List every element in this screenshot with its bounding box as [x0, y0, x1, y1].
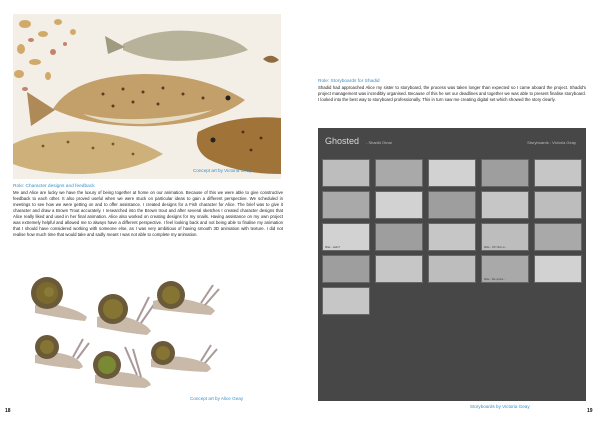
storyboard-panel [322, 159, 370, 187]
storyboard-panel [481, 191, 529, 219]
storyboard-panel [428, 223, 476, 251]
fish-concept-art [13, 14, 281, 179]
storyboard-credit: Storyboards : Victoria Geay [527, 140, 576, 145]
storyboard-panel [375, 159, 423, 187]
storyboard-panel [375, 191, 423, 219]
storyboard-panel [322, 223, 370, 251]
snail-2 [97, 294, 155, 335]
snail-art-caption: Concept art by Alice Geay [190, 396, 244, 401]
snail-illustration [25, 275, 235, 395]
page-number-left: 18 [5, 408, 11, 414]
storyboard-section-body: Shadid had approached Alice my sister to storyboard, the process was taken longer than expected so I came aboard the project. Shadid's project management was incredibly organised. Because of this he set our deadlines and together we was able to present finalise storyboard. I looked into the best way to storyboard professionally. This in turn saw me creating digital set which showed the story clearly. [318, 85, 586, 102]
storyboard-panel [481, 159, 529, 187]
fish-art-caption: Concept art by Victoria Geay [193, 168, 252, 173]
storyboard-panel [534, 255, 582, 283]
storyboard-row [322, 223, 582, 251]
panel-note: Mike - Hello? [325, 246, 341, 249]
storyboard-panel [322, 287, 370, 315]
storyboard-panel [481, 255, 529, 283]
character-section-body: Me and Alice are lucky we have the luxury of being together at home on our animation. Because of this we were able to give constructive feedback to each other. It also proved useful when we were stuck on particular ideas to gain a different perspective. We scheduled in meetings to see how we were getting on and to offer assistance. I created designs for a Fish character for Alice. The brief was to give it character and draw a Brown Trout accurately. I researched into the Brown trout and after several sketches I created character designs that Alice really liked and used in her final animation. Alice also worked on creating designs for my snails. Having assistance on my own project was extremely helpful and allowed me to always have a different perspective. I feel looking back and not being able to finalise my animation that I should have considered working with someone else, as I was very ambitious of having smooth 3D animation with texture. I did not realise how much time that would take and sadly meant I was not able to complete my animation. [13, 190, 283, 237]
storyboard-grid [322, 159, 582, 319]
storyboard-row [322, 255, 582, 283]
storyboard-sheet [318, 128, 586, 401]
panel-note: Mike - Oh! Nice to... [484, 246, 507, 249]
storyboard-row [322, 191, 582, 219]
storyboard-row [322, 159, 582, 187]
storyboard-panel [481, 223, 529, 251]
panel-note: Mike - We spoke... [484, 278, 506, 281]
page-number-right: 19 [587, 408, 593, 414]
snail-3 [153, 281, 219, 315]
snail-6 [151, 341, 217, 372]
storyboard-panel [322, 191, 370, 219]
snail-4 [35, 335, 89, 369]
storyboard-panel [534, 159, 582, 187]
character-section-title: Role: Character designs and feedback [13, 184, 95, 189]
storyboard-section-title: Role: Storyboards for Shadid [318, 79, 380, 84]
storyboard-caption: Storyboards by Victoria Geay [470, 404, 530, 409]
storyboard-panel [375, 223, 423, 251]
storyboard-panel [534, 191, 582, 219]
storyboard-panel [322, 255, 370, 283]
storyboard-panel [534, 223, 582, 251]
snail-1 [31, 277, 87, 321]
fish-illustration [13, 14, 281, 179]
storyboard-panel [375, 255, 423, 283]
storyboard-panel [428, 255, 476, 283]
snail-5 [93, 347, 151, 388]
storyboard-subtitle: - Shadid Omar [366, 140, 393, 145]
snail-concept-art [25, 275, 235, 395]
storyboard-title: Ghosted [325, 136, 360, 146]
storyboard-panel [428, 191, 476, 219]
storyboard-row [322, 287, 582, 315]
storyboard-panel [428, 159, 476, 187]
